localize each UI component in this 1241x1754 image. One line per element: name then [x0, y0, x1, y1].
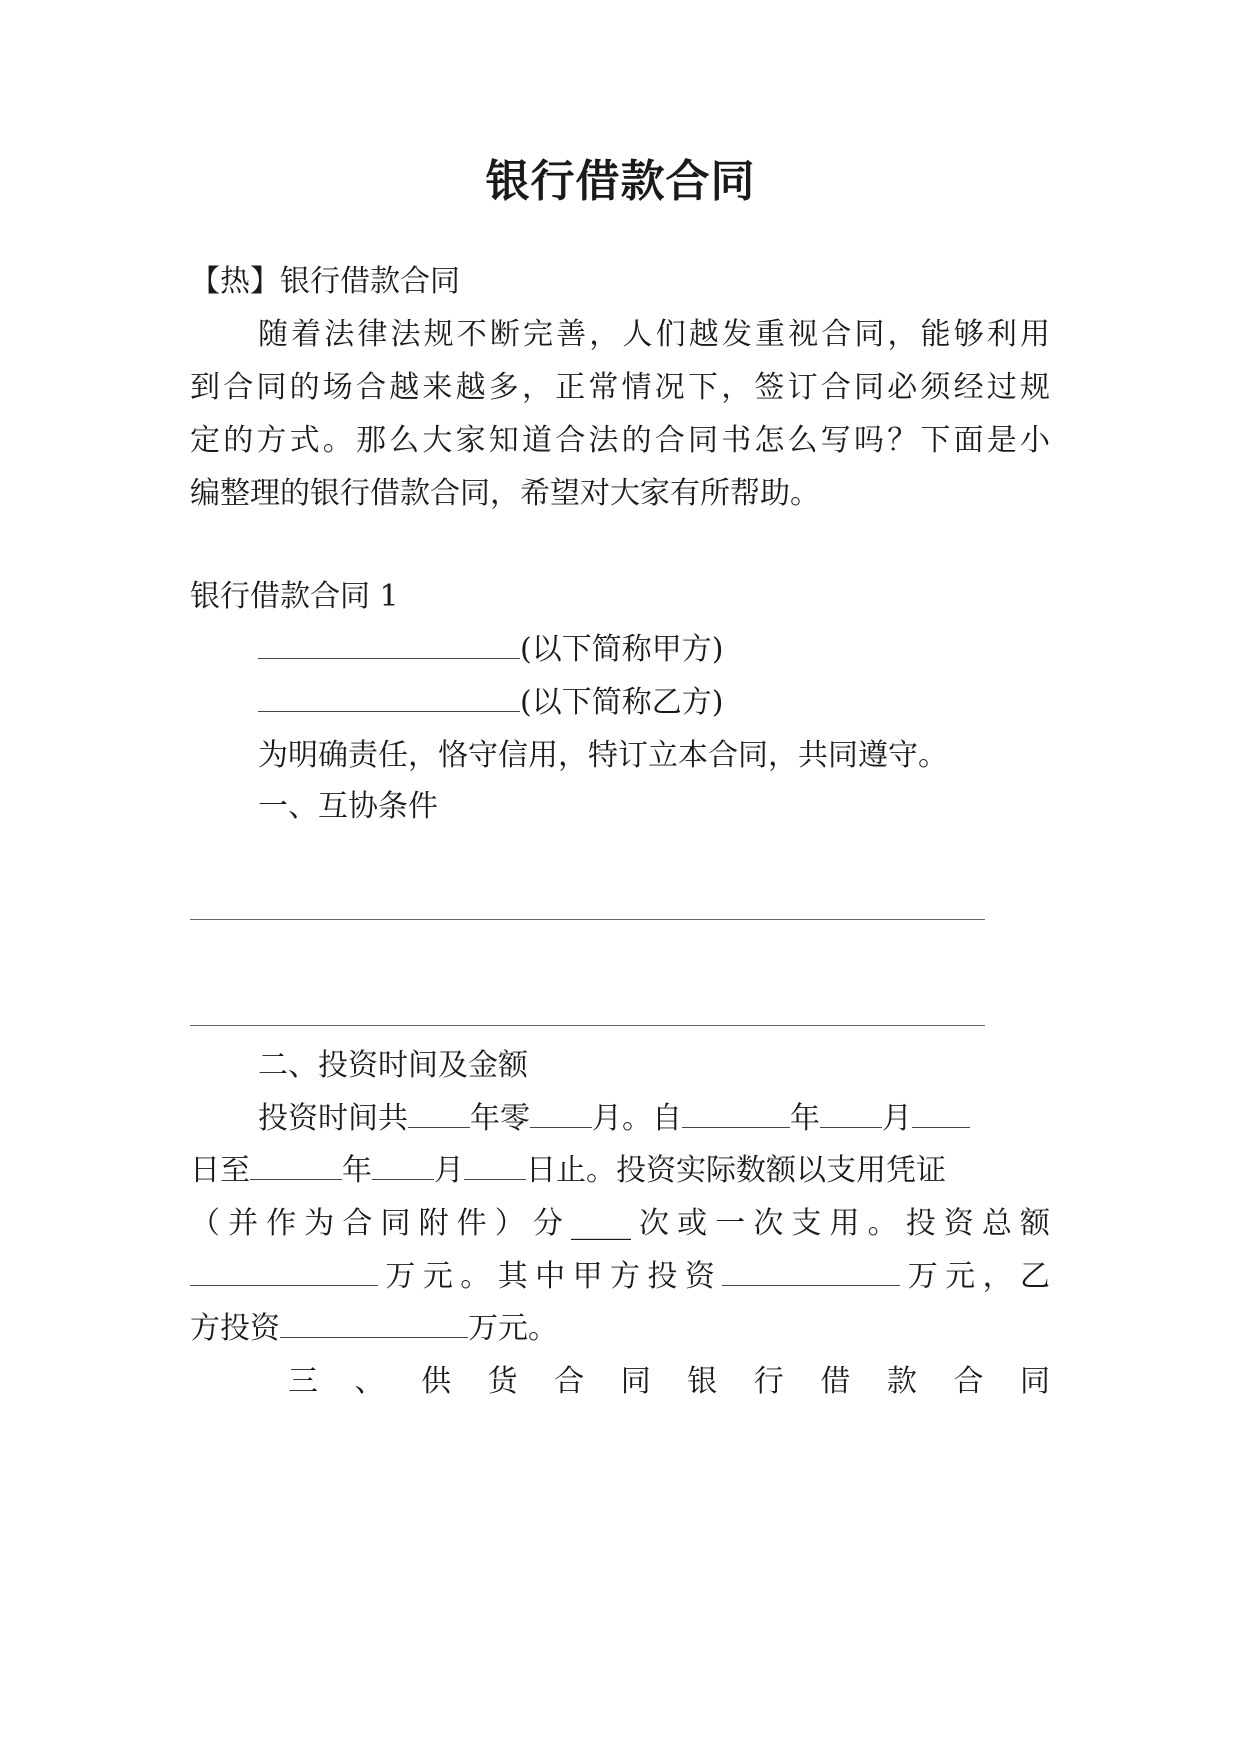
s2-text-l: 方投资	[190, 1311, 280, 1346]
section-1-heading: 一、互协条件	[258, 789, 438, 824]
section-3-heading: 三 、 供 货 合 同 银 行 借 款 合 同	[288, 1364, 1050, 1399]
party-a-amount-blank	[722, 1257, 900, 1286]
start-day-blank	[912, 1099, 970, 1128]
intro-line-2: 到合同的场合越来越多，正常情况下，签订合同必须经过规	[190, 370, 1050, 405]
party-b-line	[258, 683, 723, 723]
blank-rule-1	[190, 919, 985, 920]
party-b-amount-blank	[280, 1309, 468, 1338]
section-2-line-4	[190, 1257, 1050, 1297]
section-2-line-1	[258, 1099, 970, 1139]
total-amount-blank	[190, 1257, 378, 1286]
party-a-label: (以下简称甲方)	[520, 632, 724, 667]
s2-text-m: 万元。	[468, 1311, 558, 1346]
s2-text-d: 年	[790, 1101, 820, 1136]
s2-text-j: 万元。其中甲方投资	[378, 1259, 723, 1294]
contract-1-title: 银行借款合同 1	[190, 579, 399, 614]
intro-line-3: 定的方式。那么大家知道合法的合同书怎么写吗？下面是小	[190, 423, 1050, 458]
s2-text-e: 月	[882, 1101, 912, 1136]
party-a-blank	[258, 630, 520, 659]
s2-text-a: 投资时间共	[258, 1101, 408, 1136]
intro-line-4: 编整理的银行借款合同，希望对大家有所帮助。	[190, 476, 820, 511]
end-year-blank	[250, 1151, 342, 1180]
section-2-line-2	[190, 1151, 946, 1191]
section-2-line-3: （并作为合同附件）分____次或一次支用。投资总额	[190, 1206, 1050, 1241]
start-month-blank	[820, 1099, 882, 1128]
party-b-label: (以下简称乙方)	[520, 685, 724, 720]
party-b-blank	[258, 683, 520, 712]
s2-text-f: 日至	[190, 1153, 250, 1188]
start-year-blank	[682, 1099, 790, 1128]
party-a-line	[258, 630, 723, 670]
months-blank	[530, 1099, 592, 1128]
section-2-line-5	[190, 1309, 558, 1349]
s2-text-i: 日止。投资实际数额以支用凭证	[526, 1153, 946, 1188]
section-2-heading: 二、投资时间及金额	[258, 1048, 528, 1083]
document-title: 银行借款合同	[485, 156, 756, 207]
blank-rule-2	[190, 1025, 985, 1026]
intro-line-1: 随着法律法规不断完善，人们越发重视合同，能够利用	[258, 317, 1050, 352]
s2-text-g: 年	[342, 1153, 372, 1188]
s2-text-h: 月	[434, 1153, 464, 1188]
purpose-statement: 为明确责任，恪守信用，特订立本合同，共同遵守。	[258, 738, 948, 773]
years-blank	[408, 1099, 470, 1128]
s2-text-c: 月。自	[592, 1101, 682, 1136]
s2-text-k: 万元，乙	[900, 1259, 1051, 1294]
hot-heading: 【热】银行借款合同	[190, 264, 460, 299]
end-month-blank	[372, 1151, 434, 1180]
end-day-blank	[464, 1151, 526, 1180]
s2-text-b: 年零	[470, 1101, 530, 1136]
